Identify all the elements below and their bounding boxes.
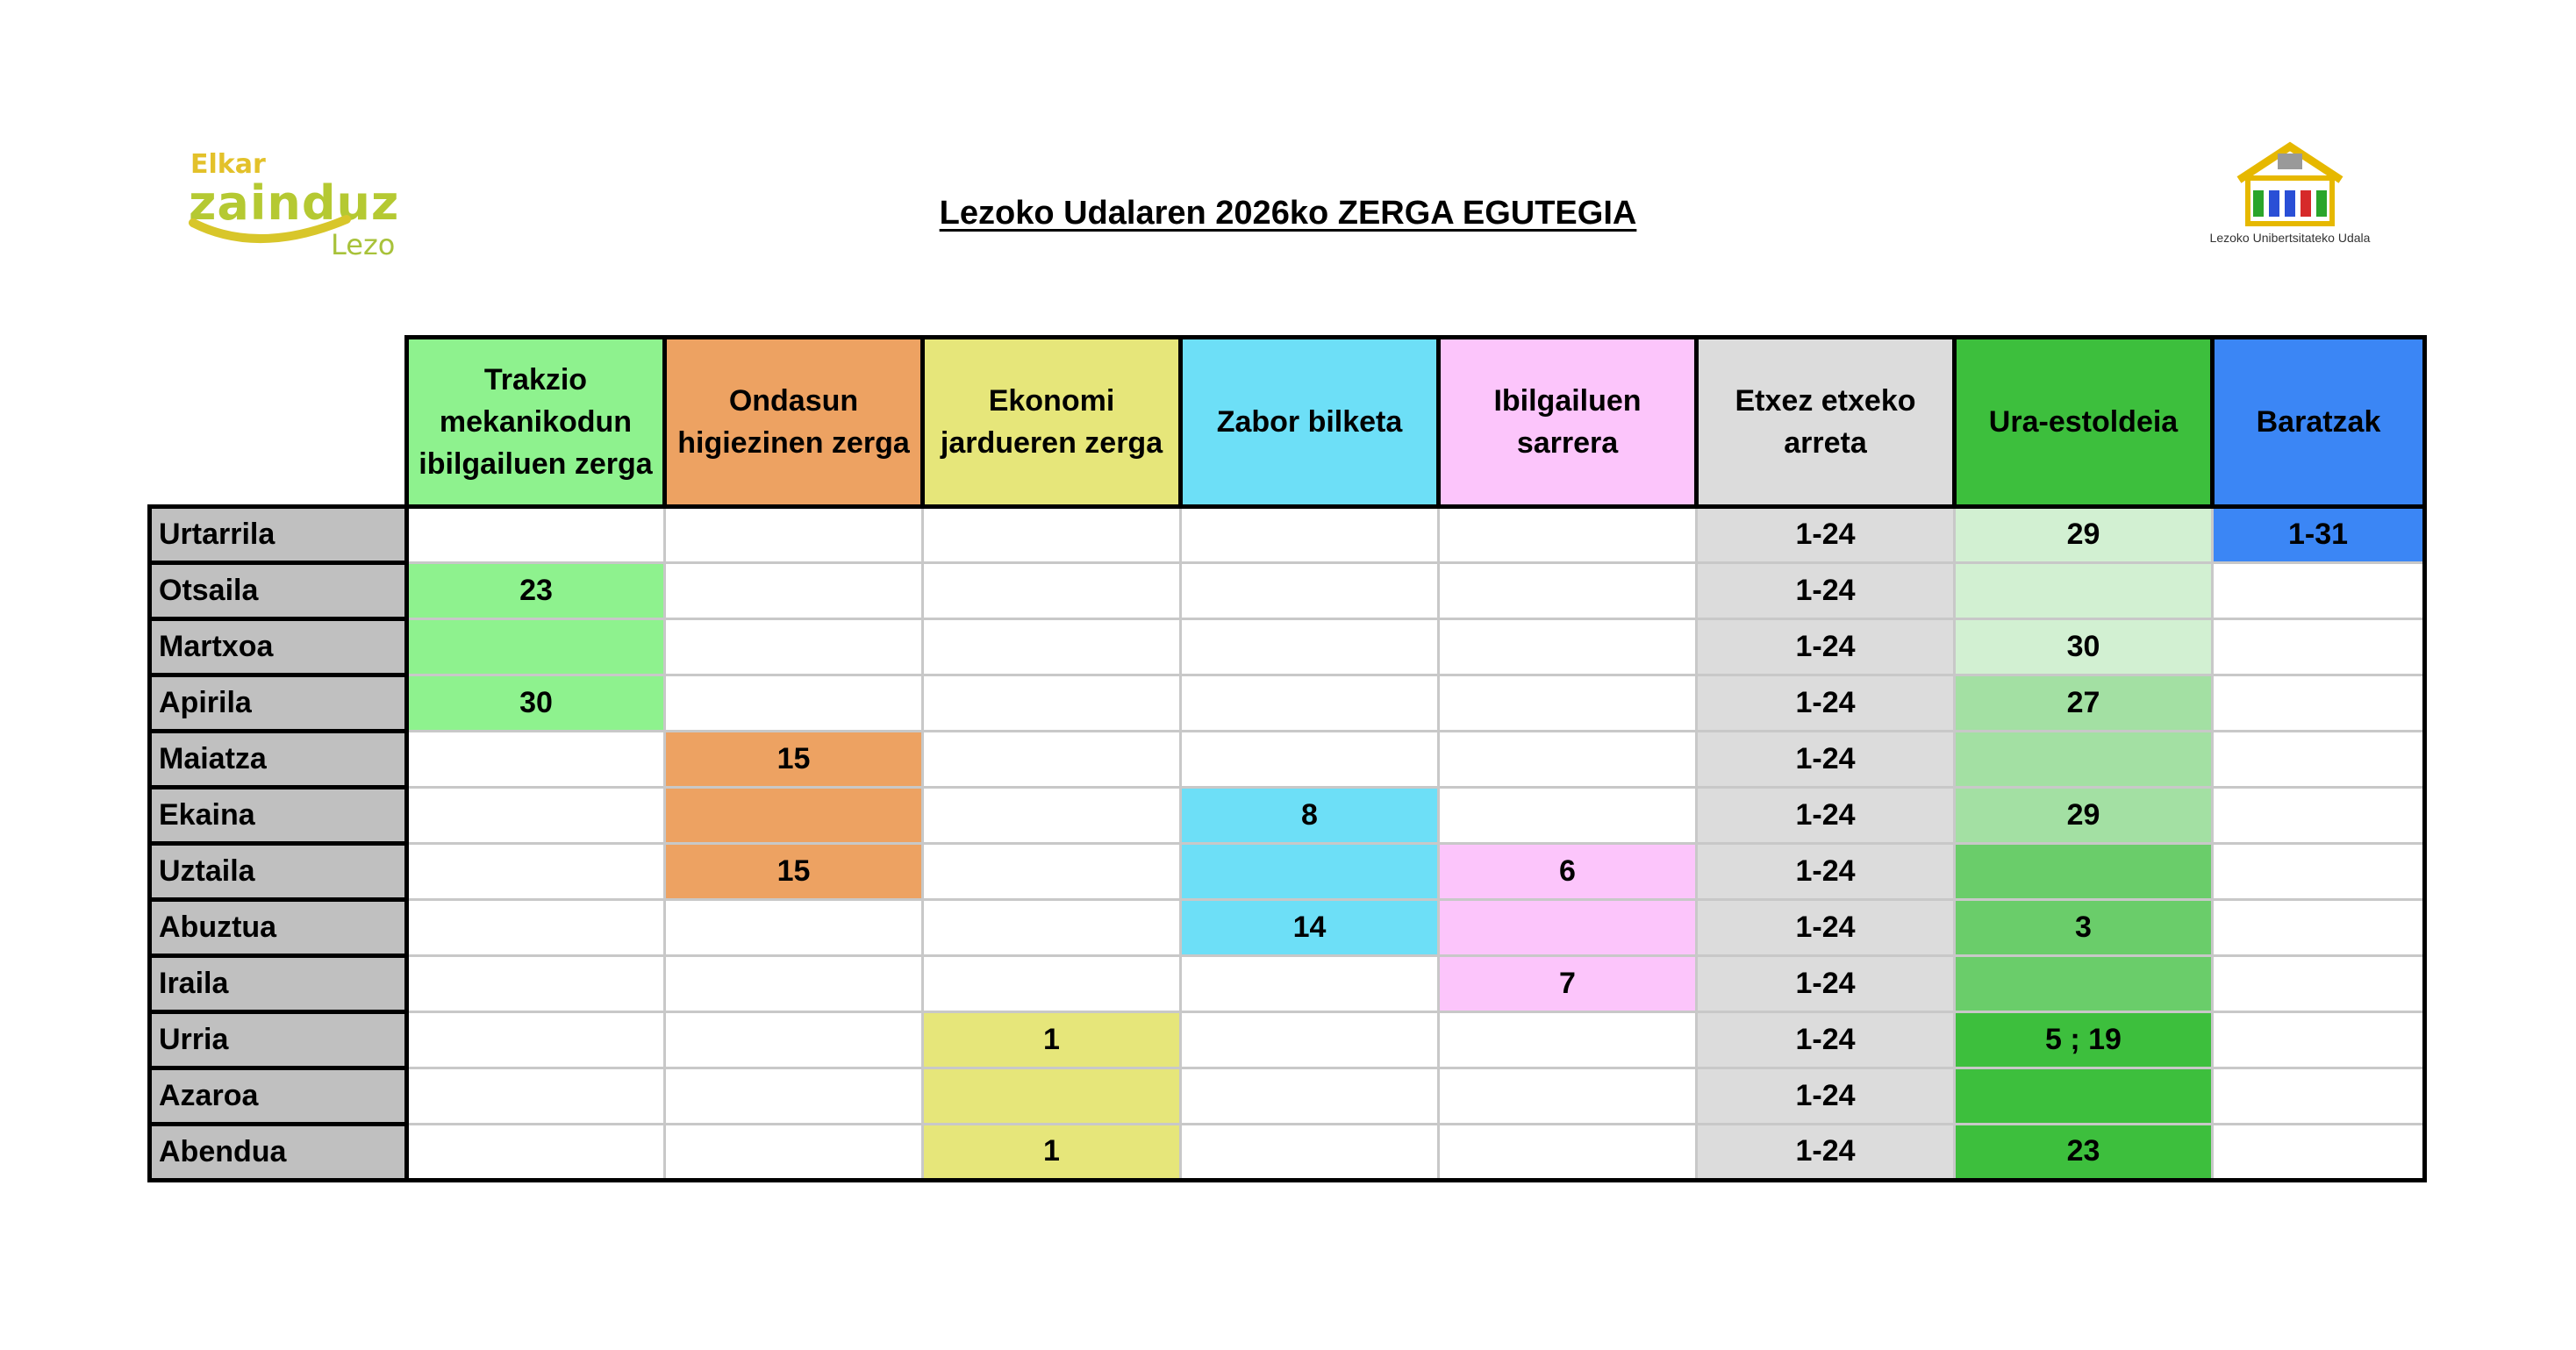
- date-cell: [923, 675, 1181, 731]
- table-row: [150, 562, 2425, 618]
- date-cell: [923, 955, 1181, 1011]
- date-cell: [923, 899, 1181, 955]
- column-header: Trakzio mekanikodun ibilgailuen zerga: [407, 338, 665, 507]
- table-row: [150, 787, 2425, 843]
- logo-caption: Lezoko Unibertsitateko Udala: [2209, 231, 2371, 245]
- date-cell: [2213, 1011, 2425, 1068]
- date-cell: 23: [1955, 1124, 2213, 1180]
- date-cell: [407, 731, 665, 787]
- logo-lezo-text: Lezo: [331, 228, 396, 261]
- date-cell: [1439, 731, 1697, 787]
- date-cell: [407, 787, 665, 843]
- date-cell: [2213, 618, 2425, 675]
- table-row: [150, 1124, 2425, 1180]
- date-cell: [407, 899, 665, 955]
- date-cell: 1-24: [1697, 787, 1955, 843]
- date-cell: [2213, 562, 2425, 618]
- date-cell: [1439, 899, 1697, 955]
- table-row: [150, 675, 2425, 731]
- date-cell: [1181, 562, 1439, 618]
- date-cell: [1439, 1068, 1697, 1124]
- month-label: Martxoa: [150, 618, 407, 675]
- tax-calendar-table: [147, 335, 2427, 1182]
- date-cell: [665, 787, 923, 843]
- date-cell: 1-24: [1697, 1068, 1955, 1124]
- date-cell: [1439, 506, 1697, 562]
- date-cell: 8: [1181, 787, 1439, 843]
- date-cell: 1-24: [1697, 899, 1955, 955]
- table-row: [150, 1068, 2425, 1124]
- date-cell: [923, 731, 1181, 787]
- date-cell: [1181, 675, 1439, 731]
- town-hall-icon: [2193, 136, 2386, 228]
- date-cell: 1-24: [1697, 955, 1955, 1011]
- date-cell: 15: [665, 731, 923, 787]
- table-row: [150, 955, 2425, 1011]
- date-cell: [1181, 731, 1439, 787]
- date-cell: [923, 787, 1181, 843]
- table-row: [150, 731, 2425, 787]
- date-cell: 14: [1181, 899, 1439, 955]
- date-cell: 7: [1439, 955, 1697, 1011]
- date-cell: [2213, 675, 2425, 731]
- month-label: Azaroa: [150, 1068, 407, 1124]
- date-cell: [1955, 731, 2213, 787]
- logo-elkar-text: Elkar: [190, 149, 266, 180]
- date-cell: 1-24: [1697, 675, 1955, 731]
- table-row: [150, 506, 2425, 562]
- date-cell: 1-31: [2213, 506, 2425, 562]
- date-cell: 1: [923, 1124, 1181, 1180]
- date-cell: [923, 618, 1181, 675]
- date-cell: [923, 1068, 1181, 1124]
- page-title: Lezoko Udalaren 2026ko ZERGA EGUTEGIA: [939, 195, 1637, 232]
- date-cell: 1-24: [1697, 506, 1955, 562]
- date-cell: [2213, 731, 2425, 787]
- date-cell: [407, 618, 665, 675]
- date-cell: [665, 618, 923, 675]
- date-cell: [2213, 843, 2425, 899]
- header-row: [150, 338, 2425, 507]
- column-header: Ura-estoldeia: [1955, 338, 2213, 507]
- date-cell: [1439, 675, 1697, 731]
- date-cell: [923, 843, 1181, 899]
- column-header: Etxez etxeko arreta: [1697, 338, 1955, 507]
- table-row: [150, 1011, 2425, 1068]
- logo-zainduz-text: zainduz: [189, 175, 400, 231]
- date-cell: [2213, 1124, 2425, 1180]
- date-cell: [665, 675, 923, 731]
- date-cell: [923, 506, 1181, 562]
- date-cell: 27: [1955, 675, 2213, 731]
- date-cell: [1439, 562, 1697, 618]
- date-cell: 29: [1955, 787, 2213, 843]
- date-cell: 1-24: [1697, 562, 1955, 618]
- date-cell: [1955, 843, 2213, 899]
- date-cell: [665, 506, 923, 562]
- date-cell: [407, 843, 665, 899]
- month-label: Iraila: [150, 955, 407, 1011]
- date-cell: [407, 1124, 665, 1180]
- date-cell: [1181, 955, 1439, 1011]
- date-cell: [665, 562, 923, 618]
- date-cell: [665, 1124, 923, 1180]
- month-label: Abuztua: [150, 899, 407, 955]
- date-cell: 6: [1439, 843, 1697, 899]
- column-header: Ondasun higiezinen zerga: [665, 338, 923, 507]
- month-label: Urria: [150, 1011, 407, 1068]
- column-header: Ekonomi jardueren zerga: [923, 338, 1181, 507]
- date-cell: [1181, 506, 1439, 562]
- date-cell: [1955, 1068, 2213, 1124]
- date-cell: [1181, 618, 1439, 675]
- date-cell: 1-24: [1697, 731, 1955, 787]
- month-label: Uztaila: [150, 843, 407, 899]
- date-cell: [1181, 1011, 1439, 1068]
- column-header: Baratzak: [2213, 338, 2425, 507]
- table-row: [150, 618, 2425, 675]
- date-cell: [1955, 955, 2213, 1011]
- month-label: Ekaina: [150, 787, 407, 843]
- date-cell: 5 ; 19: [1955, 1011, 2213, 1068]
- table-row: [150, 899, 2425, 955]
- date-cell: 1: [923, 1011, 1181, 1068]
- date-cell: [1439, 1011, 1697, 1068]
- date-cell: 1-24: [1697, 1011, 1955, 1068]
- table-row: [150, 843, 2425, 899]
- date-cell: 1-24: [1697, 1124, 1955, 1180]
- lezo-council-logo: [2193, 136, 2386, 250]
- date-cell: [1955, 562, 2213, 618]
- date-cell: 15: [665, 843, 923, 899]
- date-cell: [407, 506, 665, 562]
- date-cell: [665, 899, 923, 955]
- date-cell: 3: [1955, 899, 2213, 955]
- date-cell: [1439, 1124, 1697, 1180]
- corner-cell: [150, 338, 407, 507]
- date-cell: 1-24: [1697, 843, 1955, 899]
- date-cell: [2213, 1068, 2425, 1124]
- date-cell: [1181, 843, 1439, 899]
- date-cell: 29: [1955, 506, 2213, 562]
- month-label: Urtarrila: [150, 506, 407, 562]
- date-cell: [2213, 955, 2425, 1011]
- month-label: Abendua: [150, 1124, 407, 1180]
- date-cell: [407, 1011, 665, 1068]
- date-cell: [1439, 618, 1697, 675]
- date-cell: [923, 562, 1181, 618]
- date-cell: 30: [1955, 618, 2213, 675]
- date-cell: 1-24: [1697, 618, 1955, 675]
- date-cell: [665, 1068, 923, 1124]
- date-cell: [1439, 787, 1697, 843]
- date-cell: [665, 1011, 923, 1068]
- date-cell: [665, 955, 923, 1011]
- date-cell: [407, 1068, 665, 1124]
- column-header: Zabor bilketa: [1181, 338, 1439, 507]
- month-label: Apirila: [150, 675, 407, 731]
- date-cell: [1181, 1124, 1439, 1180]
- date-cell: [407, 955, 665, 1011]
- date-cell: [2213, 787, 2425, 843]
- date-cell: 23: [407, 562, 665, 618]
- date-cell: [1181, 1068, 1439, 1124]
- month-label: Maiatza: [150, 731, 407, 787]
- month-label: Otsaila: [150, 562, 407, 618]
- date-cell: 30: [407, 675, 665, 731]
- date-cell: [2213, 899, 2425, 955]
- column-header: Ibilgailuen sarrera: [1439, 338, 1697, 507]
